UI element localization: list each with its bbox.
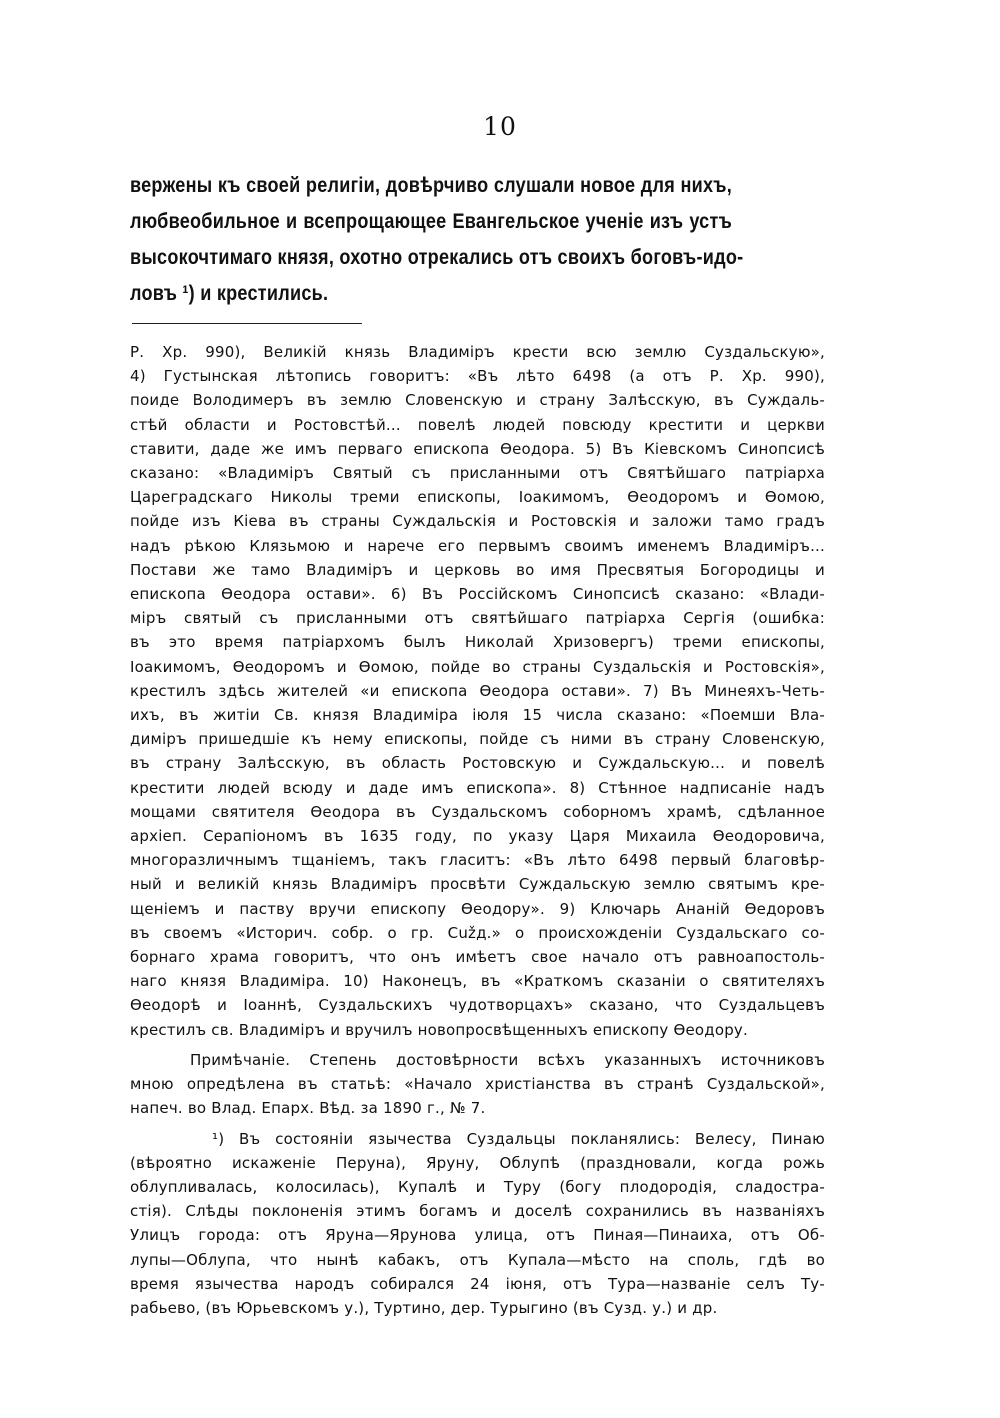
- footnote-1-line: время язычества народъ собирался 24 іюня, отъ Тура—названіе селъ Ту-: [130, 1274, 825, 1293]
- note-line: мною опредѣлена въ статьѣ: «Начало христіанства въ странѣ Суздальской»,: [130, 1075, 825, 1094]
- footnote-line: надъ рѣкою Клязьмою и нарече его первымъ своимъ именемъ Владиміръ...: [130, 536, 825, 555]
- footnote-line: міръ святый съ присланными отъ святѣйшаго патріарха Сергія (ошибка:: [130, 609, 825, 628]
- footnote-line: стѣй области и Ростовстѣй... повелѣ людей повсюду крестити и церкви: [130, 415, 825, 434]
- footnote-1: [130, 1127, 825, 1321]
- footnote-line: крестилъ здѣсь жителей «и епископа Ѳеодора остави». 7) Въ Минеяхъ-Четь-: [130, 681, 825, 700]
- footnote-line: 4) Густынская лѣтопись говоритъ: «Въ лѣто 6498 (а отъ Р. Хр. 990),: [130, 367, 825, 386]
- footnote-line: многоразличнымъ тщаніемъ, такъ гласитъ: «Въ лѣто 6498 первый благовѣр-: [130, 851, 825, 870]
- footnote-continuation: [130, 340, 825, 1042]
- footnote-line: пойде изъ Кіева въ страны Суждальскія и Ростовскія и заложи тамо градъ: [130, 512, 825, 531]
- footnote-1-line: (вѣроятно искаженіе Перуна), Яруну, Облупѣ (праздновали, когда рожь: [130, 1153, 825, 1172]
- footnote-line: щеніемъ и паству вручи епископу Ѳеодору». 9) Ключарь Ананій Ѳедоровъ: [130, 899, 825, 918]
- footnote-line: въ это время патріархомъ былъ Николай Хризовергъ) треми епископы,: [130, 633, 825, 652]
- footnote-1-line: стія). Слѣды поклоненія этимъ богамъ и доселѣ сохранились въ названіяхъ: [130, 1202, 825, 1221]
- footnote-1-line: ¹) Въ состояніи язычества Суздальцы покланялись: Велесу, Пинаю: [212, 1129, 825, 1148]
- footnote-line: борнаго храма говоритъ, что онъ имѣетъ свое начало отъ равноапостоль-: [130, 948, 825, 967]
- footnote-line: Цареградскаго Николы треми епископы, Іоакимомъ, Ѳеодоромъ и Ѳомою,: [130, 488, 825, 507]
- footnote-line: крестити людей всюду и даде имъ епископа». 8) Стѣнное надписаніе надъ: [130, 778, 825, 797]
- note-paragraph: [130, 1048, 825, 1121]
- footnote-1-line: Улицъ города: отъ Яруна—Ярунова улица, отъ Пиная—Пинаиха, отъ Об-: [130, 1226, 825, 1245]
- footnote-line: крестилъ св. Владиміръ и вручилъ новопросвѣщенныхъ епископу Ѳеодору.: [130, 1020, 748, 1039]
- note-line: Примѣчаніе. Степень достовѣрности всѣхъ указанныхъ источниковъ: [190, 1050, 825, 1069]
- footnote-line: въ страну Залѣсскую, въ область Ростовскую и Суждальскую... и повелѣ: [130, 754, 825, 773]
- footnote-line: диміръ пришедшіе къ нему епископы, пойде съ ними въ страну Словенскую,: [130, 730, 825, 749]
- page-number: 10: [483, 112, 517, 141]
- footnote-1-line: рабьево, (въ Юрьевскомъ у.), Туртино, дер. Турыгино (въ Сузд. у.) и др.: [130, 1298, 718, 1317]
- footnote-line: наго князя Владиміра. 10) Наконецъ, въ «Краткомъ сказаніи о святителяхъ: [130, 972, 825, 991]
- footnote-line: Іоакимомъ, Ѳеодоромъ и Ѳомою, пойде во страны Суздальскія и Ростовскія»,: [130, 657, 825, 676]
- footnote-line: мощами святителя Ѳеодора въ Суздальскомъ соборномъ храмѣ, сдѣланное: [130, 802, 825, 821]
- footnote-line: ихъ, въ житіи Св. князя Владиміра іюля 15 числа сказано: «Поемши Вла-: [130, 706, 825, 725]
- footnote-divider: [132, 323, 362, 324]
- footnote-line: епископа Ѳеодора остави». 6) Въ Россійскомъ Синопсисѣ сказано: «Влади-: [130, 585, 825, 604]
- main-text-line: вержены къ своей религіи, довѣрчиво слушали новое для нихъ,: [130, 174, 732, 197]
- footnote-line: ставити, даде же имъ перваго епископа Ѳеодора. 5) Въ Кіевскомъ Синопсисѣ: [130, 439, 825, 458]
- footnote-1-line: облупливалась, колосилась), Купалѣ и Туру (богу плодородія, сладостра-: [130, 1177, 825, 1196]
- footnote-1-line: лупы—Облупа, что нынѣ кабакъ, отъ Купала—мѣсто на споль, гдѣ во: [130, 1250, 825, 1269]
- footnote-line: Постави же тамо Владиміръ и церковь во имя Пресвятыя Богородицы и: [130, 560, 825, 579]
- footnote-line: сказано: «Владиміръ Святый съ присланными отъ Святѣйшаго патріарха: [130, 464, 825, 483]
- footnotes: [130, 340, 825, 1320]
- footnote-line: поиде Володимеръ въ землю Словенскую и страну Залѣсскую, въ Суждаль-: [130, 391, 825, 410]
- footnote-line: Р. Хр. 990), Великій князь Владиміръ крести всю землю Суздальскую»,: [130, 343, 825, 361]
- footnote-line: ный и великій князь Владиміръ просвѣти Суждальскую землю святымъ кре-: [130, 875, 825, 894]
- footnote-line: архіеп. Серапіономъ въ 1635 году, по указу Царя Михаила Ѳеодоровича,: [130, 827, 825, 846]
- main-text: [130, 168, 744, 312]
- main-text-line: высокочтимаго князя, охотно отрекались отъ своихъ боговъ-идо-: [130, 246, 744, 269]
- main-text-line: любвеобильное и всепрощающее Евангельское ученіе изъ устъ: [130, 210, 732, 233]
- note-line: напеч. во Влад. Епарх. Вѣд. за 1890 г., № 7.: [130, 1099, 486, 1118]
- main-text-line: ловъ ¹) и крестились.: [130, 282, 329, 305]
- footnote-line: въ своемъ «Историч. собр. о гр. Сužд.» о происхожденіи Суздальскаго со-: [130, 923, 825, 942]
- footnote-line: Ѳеодорѣ и Іоаннѣ, Суздальскихъ чудотворцахъ» сказано, что Суздальцевъ: [130, 996, 825, 1015]
